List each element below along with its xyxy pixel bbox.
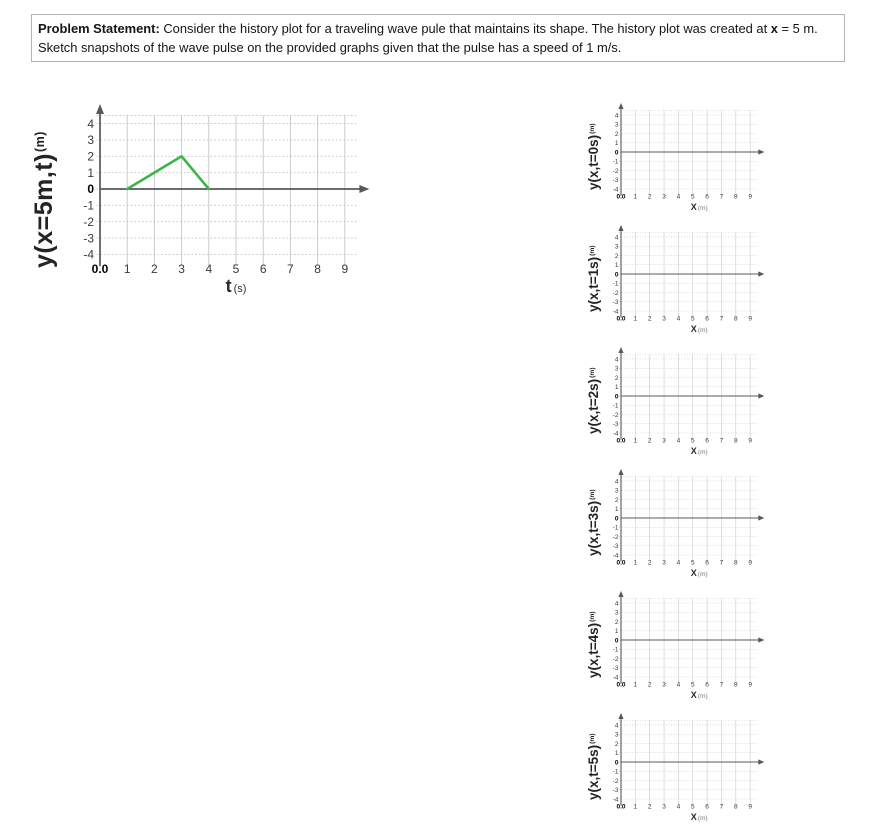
svg-text:0.0: 0.0 — [616, 193, 626, 201]
svg-text:1: 1 — [633, 437, 638, 445]
snapshot-canvas — [607, 588, 789, 704]
svg-text:3: 3 — [178, 262, 185, 276]
svg-text:6: 6 — [705, 681, 709, 689]
svg-text:0.0: 0.0 — [616, 681, 626, 689]
svg-text:2: 2 — [647, 437, 652, 445]
svg-text:2: 2 — [614, 496, 619, 504]
svg-text:5: 5 — [690, 681, 695, 689]
svg-text:-4: -4 — [612, 430, 619, 438]
svg-text:4: 4 — [676, 315, 681, 323]
svg-text:1: 1 — [633, 681, 638, 689]
svg-text:-1: -1 — [612, 280, 619, 288]
svg-text:4: 4 — [676, 559, 681, 567]
svg-text:4: 4 — [676, 681, 681, 689]
snapshot-ylabel-text: y(x,t=1s) — [586, 256, 601, 312]
svg-text:1: 1 — [614, 506, 619, 514]
snapshot-ylabel — [586, 123, 601, 190]
svg-text:3: 3 — [87, 133, 94, 148]
svg-text:3: 3 — [614, 609, 619, 617]
svg-text:0.0: 0.0 — [91, 262, 109, 276]
svg-text:0: 0 — [614, 515, 619, 523]
svg-text:0: 0 — [614, 637, 619, 645]
svg-text:6: 6 — [705, 803, 709, 811]
snapshot-ylabel-text: y(x,t=3s) — [586, 500, 601, 556]
svg-text:7: 7 — [719, 681, 724, 689]
problem-statement-text2: = 5 m. — [781, 21, 818, 36]
svg-text:4: 4 — [614, 112, 619, 120]
svg-text:3: 3 — [662, 803, 666, 811]
svg-text:3: 3 — [614, 487, 619, 495]
svg-text:5: 5 — [690, 193, 695, 201]
svg-text:5: 5 — [690, 315, 695, 323]
svg-text:7: 7 — [719, 193, 724, 201]
svg-text:2: 2 — [647, 193, 652, 201]
svg-text:1: 1 — [614, 384, 619, 392]
svg-text:2: 2 — [614, 252, 619, 260]
snapshot-ylabel-unit: (m) — [588, 367, 596, 378]
svg-text:-1: -1 — [612, 158, 619, 166]
svg-text:5: 5 — [690, 803, 695, 811]
svg-text:0: 0 — [87, 182, 94, 197]
problem-statement-title: Problem Statement: — [38, 21, 160, 36]
svg-text:X(m): X(m) — [690, 324, 708, 334]
svg-text:9: 9 — [748, 559, 752, 567]
svg-text:6: 6 — [705, 437, 709, 445]
svg-text:2: 2 — [614, 618, 619, 626]
svg-text:-1: -1 — [612, 402, 619, 410]
svg-text:-1: -1 — [612, 524, 619, 532]
svg-text:3: 3 — [614, 121, 619, 129]
svg-text:3: 3 — [662, 315, 666, 323]
snapshot-canvas — [607, 100, 789, 216]
svg-text:2: 2 — [647, 681, 652, 689]
svg-text:7: 7 — [719, 559, 724, 567]
svg-text:X(m): X(m) — [690, 568, 708, 578]
svg-text:-3: -3 — [612, 787, 619, 795]
svg-text:2: 2 — [647, 559, 652, 567]
svg-text:7: 7 — [287, 262, 294, 276]
svg-text:9: 9 — [748, 193, 752, 201]
svg-text:X(m): X(m) — [690, 690, 708, 700]
svg-text:-4: -4 — [612, 186, 619, 194]
svg-text:0.0: 0.0 — [616, 437, 626, 445]
svg-text:8: 8 — [733, 437, 738, 445]
svg-text:X(m): X(m) — [690, 812, 708, 822]
svg-text:4: 4 — [614, 478, 619, 486]
svg-text:-4: -4 — [612, 552, 619, 560]
snapshot-ylabel — [586, 367, 601, 434]
svg-text:7: 7 — [719, 437, 724, 445]
svg-text:9: 9 — [341, 262, 349, 276]
svg-text:4: 4 — [614, 722, 619, 730]
snapshot-ylabel-unit: (m) — [588, 123, 596, 134]
svg-text:3: 3 — [614, 243, 619, 251]
svg-text:-4: -4 — [83, 247, 94, 262]
svg-text:-1: -1 — [83, 198, 94, 213]
snapshot-ylabel-unit: (m) — [588, 733, 596, 744]
svg-text:-4: -4 — [612, 796, 619, 804]
svg-text:8: 8 — [733, 681, 738, 689]
svg-text:3: 3 — [662, 193, 666, 201]
snapshot-ylabel-text: y(x,t=4s) — [586, 622, 601, 678]
snapshot-graph-snapshot-t5s — [585, 706, 800, 828]
svg-text:4: 4 — [87, 116, 94, 131]
svg-text:8: 8 — [733, 315, 738, 323]
problem-statement-x: x — [770, 21, 778, 36]
svg-text:-3: -3 — [612, 543, 619, 551]
svg-text:2: 2 — [87, 149, 94, 164]
snapshot-ylabel — [586, 245, 601, 312]
snapshot-ylabel — [586, 733, 601, 800]
svg-text:-2: -2 — [612, 777, 619, 785]
snapshot-canvas — [607, 344, 789, 460]
history-ylabel-unit: (m) — [32, 131, 47, 153]
svg-text:2: 2 — [647, 315, 652, 323]
snapshot-canvas — [607, 466, 789, 582]
svg-text:3: 3 — [614, 731, 619, 739]
svg-text:4: 4 — [676, 803, 681, 811]
svg-text:6: 6 — [259, 262, 267, 276]
svg-text:1: 1 — [633, 559, 638, 567]
svg-text:5: 5 — [690, 559, 695, 567]
snapshot-canvas — [607, 710, 789, 826]
svg-text:X(m): X(m) — [690, 202, 708, 212]
svg-text:-2: -2 — [83, 214, 94, 229]
svg-text:X(m): X(m) — [690, 446, 708, 456]
svg-text:3: 3 — [614, 365, 619, 373]
snapshot-graph-snapshot-t3s — [585, 462, 800, 584]
svg-text:0: 0 — [614, 149, 619, 157]
svg-text:1: 1 — [87, 165, 94, 180]
svg-text:0.0: 0.0 — [616, 559, 626, 567]
svg-text:-1: -1 — [612, 646, 619, 654]
snapshot-ylabel-unit: (m) — [588, 489, 596, 500]
svg-text:-2: -2 — [612, 533, 619, 541]
svg-text:9: 9 — [748, 681, 752, 689]
svg-text:2: 2 — [647, 803, 652, 811]
svg-text:0: 0 — [614, 393, 619, 401]
svg-text:1: 1 — [633, 193, 638, 201]
svg-text:8: 8 — [314, 262, 321, 276]
snapshot-ylabel — [586, 489, 601, 556]
svg-text:4: 4 — [676, 437, 681, 445]
svg-text:9: 9 — [748, 803, 752, 811]
snapshot-ylabel-text: y(x,t=0s) — [586, 134, 601, 190]
svg-text:-2: -2 — [612, 167, 619, 175]
svg-text:0: 0 — [614, 271, 619, 279]
svg-text:2: 2 — [614, 374, 619, 382]
svg-text:1: 1 — [614, 140, 619, 148]
snapshot-ylabel-unit: (m) — [588, 245, 596, 256]
problem-statement-text1: Consider the history plot for a traveling wave pule that maintains its shape. The history plot was created at — [163, 21, 768, 36]
svg-text:0.0: 0.0 — [616, 315, 626, 323]
svg-text:4: 4 — [614, 356, 619, 364]
svg-text:-2: -2 — [612, 655, 619, 663]
snapshot-ylabel — [586, 611, 601, 678]
svg-text:t(s): t (s) — [225, 276, 247, 296]
snapshot-graph-snapshot-t1s — [585, 218, 800, 340]
svg-text:4: 4 — [614, 600, 619, 608]
svg-text:3: 3 — [662, 681, 666, 689]
svg-text:-2: -2 — [612, 411, 619, 419]
svg-text:1: 1 — [633, 803, 638, 811]
svg-text:-4: -4 — [612, 308, 619, 316]
svg-text:4: 4 — [676, 193, 681, 201]
svg-text:4: 4 — [205, 262, 213, 276]
snapshot-ylabel-text: y(x,t=2s) — [586, 378, 601, 434]
svg-text:0.0: 0.0 — [616, 803, 626, 811]
svg-text:6: 6 — [705, 315, 709, 323]
svg-text:9: 9 — [748, 315, 752, 323]
svg-text:3: 3 — [662, 559, 666, 567]
snapshot-ylabel-text: y(x,t=5s) — [586, 744, 601, 800]
snapshot-graph-snapshot-t0s — [585, 96, 800, 218]
svg-text:8: 8 — [733, 193, 738, 201]
svg-text:9: 9 — [748, 437, 752, 445]
snapshot-graph-snapshot-t4s — [585, 584, 800, 706]
svg-text:-4: -4 — [612, 674, 619, 682]
svg-text:2: 2 — [614, 740, 619, 748]
svg-text:7: 7 — [719, 803, 724, 811]
svg-text:1: 1 — [633, 315, 638, 323]
svg-text:-3: -3 — [612, 421, 619, 429]
history-ylabel-text: y(x=5m,t) — [30, 153, 58, 268]
svg-text:1: 1 — [614, 262, 619, 270]
svg-text:4: 4 — [614, 234, 619, 242]
snapshot-ylabel-unit: (m) — [588, 611, 596, 622]
svg-text:8: 8 — [733, 803, 738, 811]
svg-text:2: 2 — [614, 130, 619, 138]
svg-text:5: 5 — [232, 262, 240, 276]
svg-text:1: 1 — [123, 262, 131, 276]
history-plot-ylabel — [30, 131, 59, 268]
svg-text:-3: -3 — [612, 665, 619, 673]
snapshot-canvas — [607, 222, 789, 338]
svg-text:2: 2 — [151, 262, 158, 276]
history-plot-block — [28, 96, 393, 311]
svg-text:5: 5 — [690, 437, 695, 445]
svg-text:-3: -3 — [83, 231, 94, 246]
svg-text:3: 3 — [662, 437, 666, 445]
svg-text:8: 8 — [733, 559, 738, 567]
history-plot-canvas — [72, 100, 377, 305]
svg-text:6: 6 — [705, 193, 709, 201]
svg-text:-3: -3 — [612, 177, 619, 185]
svg-text:-2: -2 — [612, 289, 619, 297]
svg-text:1: 1 — [614, 628, 619, 636]
svg-text:-3: -3 — [612, 299, 619, 307]
snapshot-graphs-column — [585, 0, 800, 836]
svg-text:0: 0 — [614, 759, 619, 767]
svg-text:1: 1 — [614, 750, 619, 758]
svg-text:-1: -1 — [612, 768, 619, 776]
svg-text:6: 6 — [705, 559, 709, 567]
svg-text:7: 7 — [719, 315, 724, 323]
snapshot-graph-snapshot-t2s — [585, 340, 800, 462]
problem-statement-text3: Sketch snapshots of the wave pulse on the provided graphs given that the pulse has a speed of 1 m/s. — [38, 40, 622, 55]
